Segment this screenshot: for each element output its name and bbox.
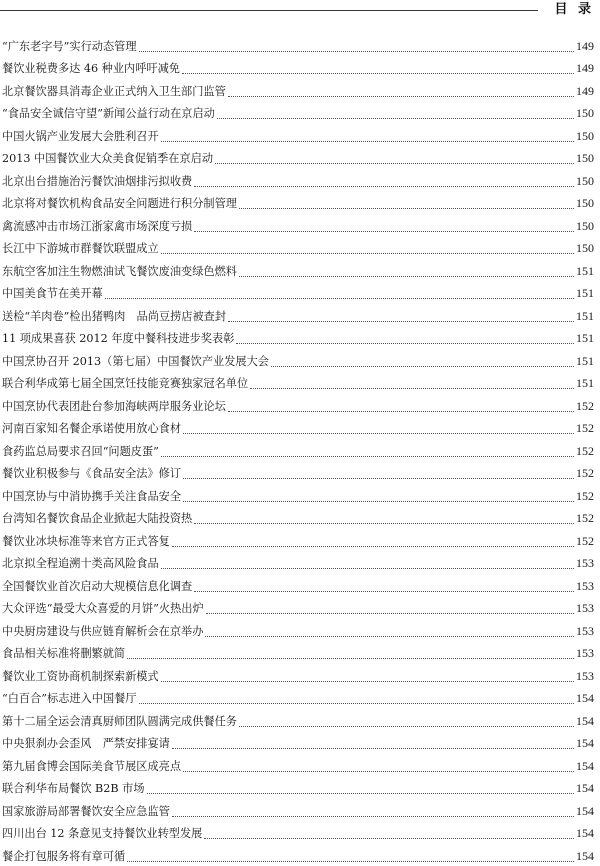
toc-entry[interactable] xyxy=(2,753,594,776)
toc-entry-title: 大众评选“最受大众喜爱的月饼”火热出炉 xyxy=(2,602,204,615)
toc-entry-title: 北京将对餐饮机构食品安全问题进行积分制管理 xyxy=(2,197,237,210)
toc-entry-title: 东航空客加注生物燃油试飞餐饮废油变绿色燃料 xyxy=(2,264,237,278)
dot-leader xyxy=(172,816,574,817)
dot-leader xyxy=(194,523,574,524)
toc-entry-page-number: 154 xyxy=(576,713,594,728)
toc-entry-page-number: 154 xyxy=(576,848,594,863)
toc-entry[interactable] xyxy=(2,191,594,214)
toc-entry-title: 北京出台措施治污餐饮油烟排污拟收费 xyxy=(2,174,193,188)
toc-entry-page-number: 152 xyxy=(576,398,594,413)
toc-entry[interactable] xyxy=(2,776,594,799)
toc-entry-title: 餐饮业冰块标准等来官方正式答复 xyxy=(2,534,170,548)
dot-leader xyxy=(228,96,574,97)
toc-entry[interactable] xyxy=(2,348,594,371)
toc-entry-title: “白百合”标志进入中国餐厅 xyxy=(2,692,137,705)
dot-leader xyxy=(183,478,574,479)
toc-entry-title: 国家旅游局部署餐饮安全应急监管 xyxy=(2,804,170,818)
toc-entry-page-number: 149 xyxy=(576,61,594,75)
page-header xyxy=(0,0,600,22)
toc-entry-page-number: 151 xyxy=(576,308,594,323)
toc-entry-title: 食药监总局要求召回“问题皮蛋” xyxy=(2,444,159,458)
toc-entry-page-number: 153 xyxy=(576,668,594,683)
toc-entry-page-number: 152 xyxy=(576,443,594,458)
toc-entry-page-number: 151 xyxy=(576,353,594,368)
toc-entry[interactable] xyxy=(2,146,594,169)
toc-entry[interactable] xyxy=(2,213,594,236)
toc-entry-page-number: 152 xyxy=(576,511,594,525)
dot-leader xyxy=(161,568,574,569)
toc-entry-title: 北京拟全程追溯十类高风险食品 xyxy=(2,557,159,570)
toc-entry[interactable] xyxy=(2,596,594,619)
dot-leader xyxy=(161,141,574,142)
toc-entry[interactable] xyxy=(2,416,594,439)
toc-entry-page-number: 150 xyxy=(576,173,594,188)
dot-leader xyxy=(127,861,574,862)
toc-entry[interactable] xyxy=(2,731,594,754)
toc-entry-title: 联合利华布局餐饮 B2B 市场 xyxy=(2,782,145,795)
toc-entry-page-number: 151 xyxy=(576,263,594,278)
toc-entry-title: 联合利华成第七届全国烹饪技能竞赛独家冠名单位 xyxy=(2,377,249,390)
dot-leader xyxy=(217,118,574,119)
toc-entry-page-number: 153 xyxy=(576,646,594,660)
dot-leader xyxy=(183,771,574,772)
toc-entry-title: 中国火锅产业发展大会胜利召开 xyxy=(2,129,159,143)
dot-leader xyxy=(239,208,574,209)
toc-entry-title: 四川出台 12 条意见支持餐饮业转型发展 xyxy=(2,827,203,840)
toc-entry[interactable] xyxy=(2,258,594,281)
toc-entry-page-number: 152 xyxy=(576,466,594,480)
toc-entry[interactable] xyxy=(2,573,594,596)
toc-entry[interactable] xyxy=(2,618,594,641)
toc-entry-title: 餐企打包服务将有章可循 xyxy=(2,849,126,863)
toc-entry-page-number: 149 xyxy=(576,38,594,53)
toc-entry-page-number: 153 xyxy=(576,578,594,593)
toc-entry-page-number: 154 xyxy=(576,736,594,750)
toc-entry-title: 餐饮业工资协商机制探索新模式 xyxy=(2,669,159,683)
toc-entry[interactable] xyxy=(2,303,594,326)
toc-entry[interactable] xyxy=(2,393,594,416)
toc-entry-title: 2013 中国餐饮业大众美食促销季在京启动 xyxy=(2,152,214,165)
toc-entry[interactable] xyxy=(2,281,594,304)
toc-entry-title: 禽流感冲击市场江浙家禽市场深度亏损 xyxy=(2,219,193,233)
toc-entry-page-number: 152 xyxy=(576,421,594,435)
toc-entry[interactable] xyxy=(2,461,594,484)
toc-entry[interactable] xyxy=(2,438,594,461)
toc-entry[interactable] xyxy=(2,551,594,574)
toc-entry-page-number: 150 xyxy=(576,241,594,255)
toc-entry-page-number: 153 xyxy=(576,601,594,615)
toc-entry-title: 全国餐饮业首次启动大规模信息化调查 xyxy=(2,579,193,593)
dot-leader xyxy=(182,73,574,74)
dot-leader xyxy=(271,366,574,367)
toc-entry-page-number: 149 xyxy=(576,83,594,98)
dot-leader xyxy=(147,793,574,794)
toc-entry-page-number: 151 xyxy=(576,331,594,345)
toc-entry-title: 中央厨房建设与供应链育解析会在京举办 xyxy=(2,624,204,638)
toc-entry-title: 中央狠刹办会歪风 严禁安排宴请 xyxy=(2,737,170,750)
toc-entry[interactable] xyxy=(2,33,594,56)
toc-entry-page-number: 152 xyxy=(576,533,594,548)
toc-entry[interactable] xyxy=(2,326,594,349)
toc-entry-page-number: 153 xyxy=(576,623,594,638)
toc-entry[interactable] xyxy=(2,663,594,686)
toc-entry[interactable] xyxy=(2,123,594,146)
toc-entry-title: 餐饮业积极参与《食品安全法》修订 xyxy=(2,467,182,480)
toc-entry-title: 送检“羊肉卷”检出猪鸭肉 品尚豆捞店被查封 xyxy=(2,309,227,323)
toc-entry[interactable] xyxy=(2,78,594,101)
toc-entry-page-number: 151 xyxy=(576,286,594,300)
toc-entry[interactable] xyxy=(2,168,594,191)
toc-entry-page-number: 150 xyxy=(576,128,594,143)
dot-leader xyxy=(250,388,574,389)
page-title: 目 录 xyxy=(554,2,594,17)
dot-leader xyxy=(183,433,574,434)
toc-entry[interactable] xyxy=(2,686,594,709)
toc-entry-title: “食品安全诚信守望”新闻公益行动在京启动 xyxy=(2,107,215,120)
dot-leader xyxy=(239,276,574,277)
header-rule xyxy=(0,10,538,11)
dot-leader xyxy=(172,546,574,547)
dot-leader xyxy=(139,51,574,52)
table-of-contents xyxy=(2,33,594,866)
toc-entry-page-number: 152 xyxy=(576,488,594,503)
dot-leader xyxy=(161,456,574,457)
dot-leader xyxy=(206,613,574,614)
toc-entry-title: 第九届食博会国际美食节展区成亮点 xyxy=(2,759,182,773)
toc-entry[interactable] xyxy=(2,708,594,731)
dot-leader xyxy=(239,726,574,727)
toc-entry-page-number: 151 xyxy=(576,376,594,390)
dot-leader xyxy=(161,681,574,682)
toc-entry[interactable] xyxy=(2,506,594,529)
toc-entry[interactable] xyxy=(2,483,594,506)
dot-leader xyxy=(105,298,574,299)
toc-entry-page-number: 154 xyxy=(576,758,594,773)
dot-leader xyxy=(194,591,574,592)
dot-leader xyxy=(204,838,574,839)
dot-leader xyxy=(183,501,574,502)
toc-entry-page-number: 154 xyxy=(576,781,594,795)
toc-entry[interactable] xyxy=(2,528,594,551)
toc-entry-title: 食品相关标准将删繁就简 xyxy=(2,647,126,660)
dot-leader xyxy=(139,703,574,704)
toc-entry[interactable] xyxy=(2,798,594,821)
toc-entry-page-number: 150 xyxy=(576,106,594,120)
toc-entry-title: 中国烹协代表团赴台参加海峡两岸服务业论坛 xyxy=(2,399,226,413)
toc-entry-title: 中国烹协与中消协携手关注食品安全 xyxy=(2,489,182,503)
toc-entry[interactable] xyxy=(2,236,594,259)
toc-entry-page-number: 150 xyxy=(576,196,594,210)
toc-entry-title: 中国美食节在美开幕 xyxy=(2,287,103,300)
toc-entry-title: 河南百家知名餐企承诺使用放心食材 xyxy=(2,422,182,435)
dot-leader xyxy=(205,636,574,637)
toc-entry-title: 第十二届全运会清真厨师团队圆满完成供餐任务 xyxy=(2,714,237,728)
dot-leader xyxy=(161,253,574,254)
dot-leader xyxy=(194,231,574,232)
toc-entry[interactable] xyxy=(2,101,594,124)
toc-entry[interactable] xyxy=(2,843,594,866)
toc-entry-page-number: 150 xyxy=(576,218,594,233)
dot-leader xyxy=(228,411,574,412)
toc-entry-title: 长江中下游城市群餐饮联盟成立 xyxy=(2,242,159,255)
toc-entry[interactable] xyxy=(2,821,594,844)
toc-entry-title: 中国烹协召开 2013（第七届）中国餐饮产业发展大会 xyxy=(2,354,269,368)
toc-entry-page-number: 154 xyxy=(576,826,594,840)
toc-entry-page-number: 154 xyxy=(576,691,594,705)
toc-entry-title: “广东老字号”实行动态管理 xyxy=(2,39,137,53)
dot-leader xyxy=(236,343,574,344)
toc-entry[interactable] xyxy=(2,56,594,79)
toc-entry[interactable] xyxy=(2,641,594,664)
dot-leader xyxy=(215,163,574,164)
dot-leader xyxy=(228,321,574,322)
dot-leader xyxy=(127,658,574,659)
toc-entry-page-number: 153 xyxy=(576,556,594,570)
toc-entry-title: 餐饮业税费多达 46 种业内呼吁减免 xyxy=(2,62,180,75)
toc-entry-title: 北京餐饮器具消毒企业正式纳入卫生部门监管 xyxy=(2,84,226,98)
dot-leader xyxy=(194,186,574,187)
toc-entry-page-number: 150 xyxy=(576,151,594,165)
toc-entry[interactable] xyxy=(2,371,594,394)
toc-entry-title: 11 项成果喜获 2012 年度中餐科技进步奖表彰 xyxy=(2,332,235,345)
toc-entry-page-number: 154 xyxy=(576,803,594,818)
dot-leader xyxy=(172,748,574,749)
toc-entry-title: 台湾知名餐饮食品企业掀起大陆投资热 xyxy=(2,512,193,525)
